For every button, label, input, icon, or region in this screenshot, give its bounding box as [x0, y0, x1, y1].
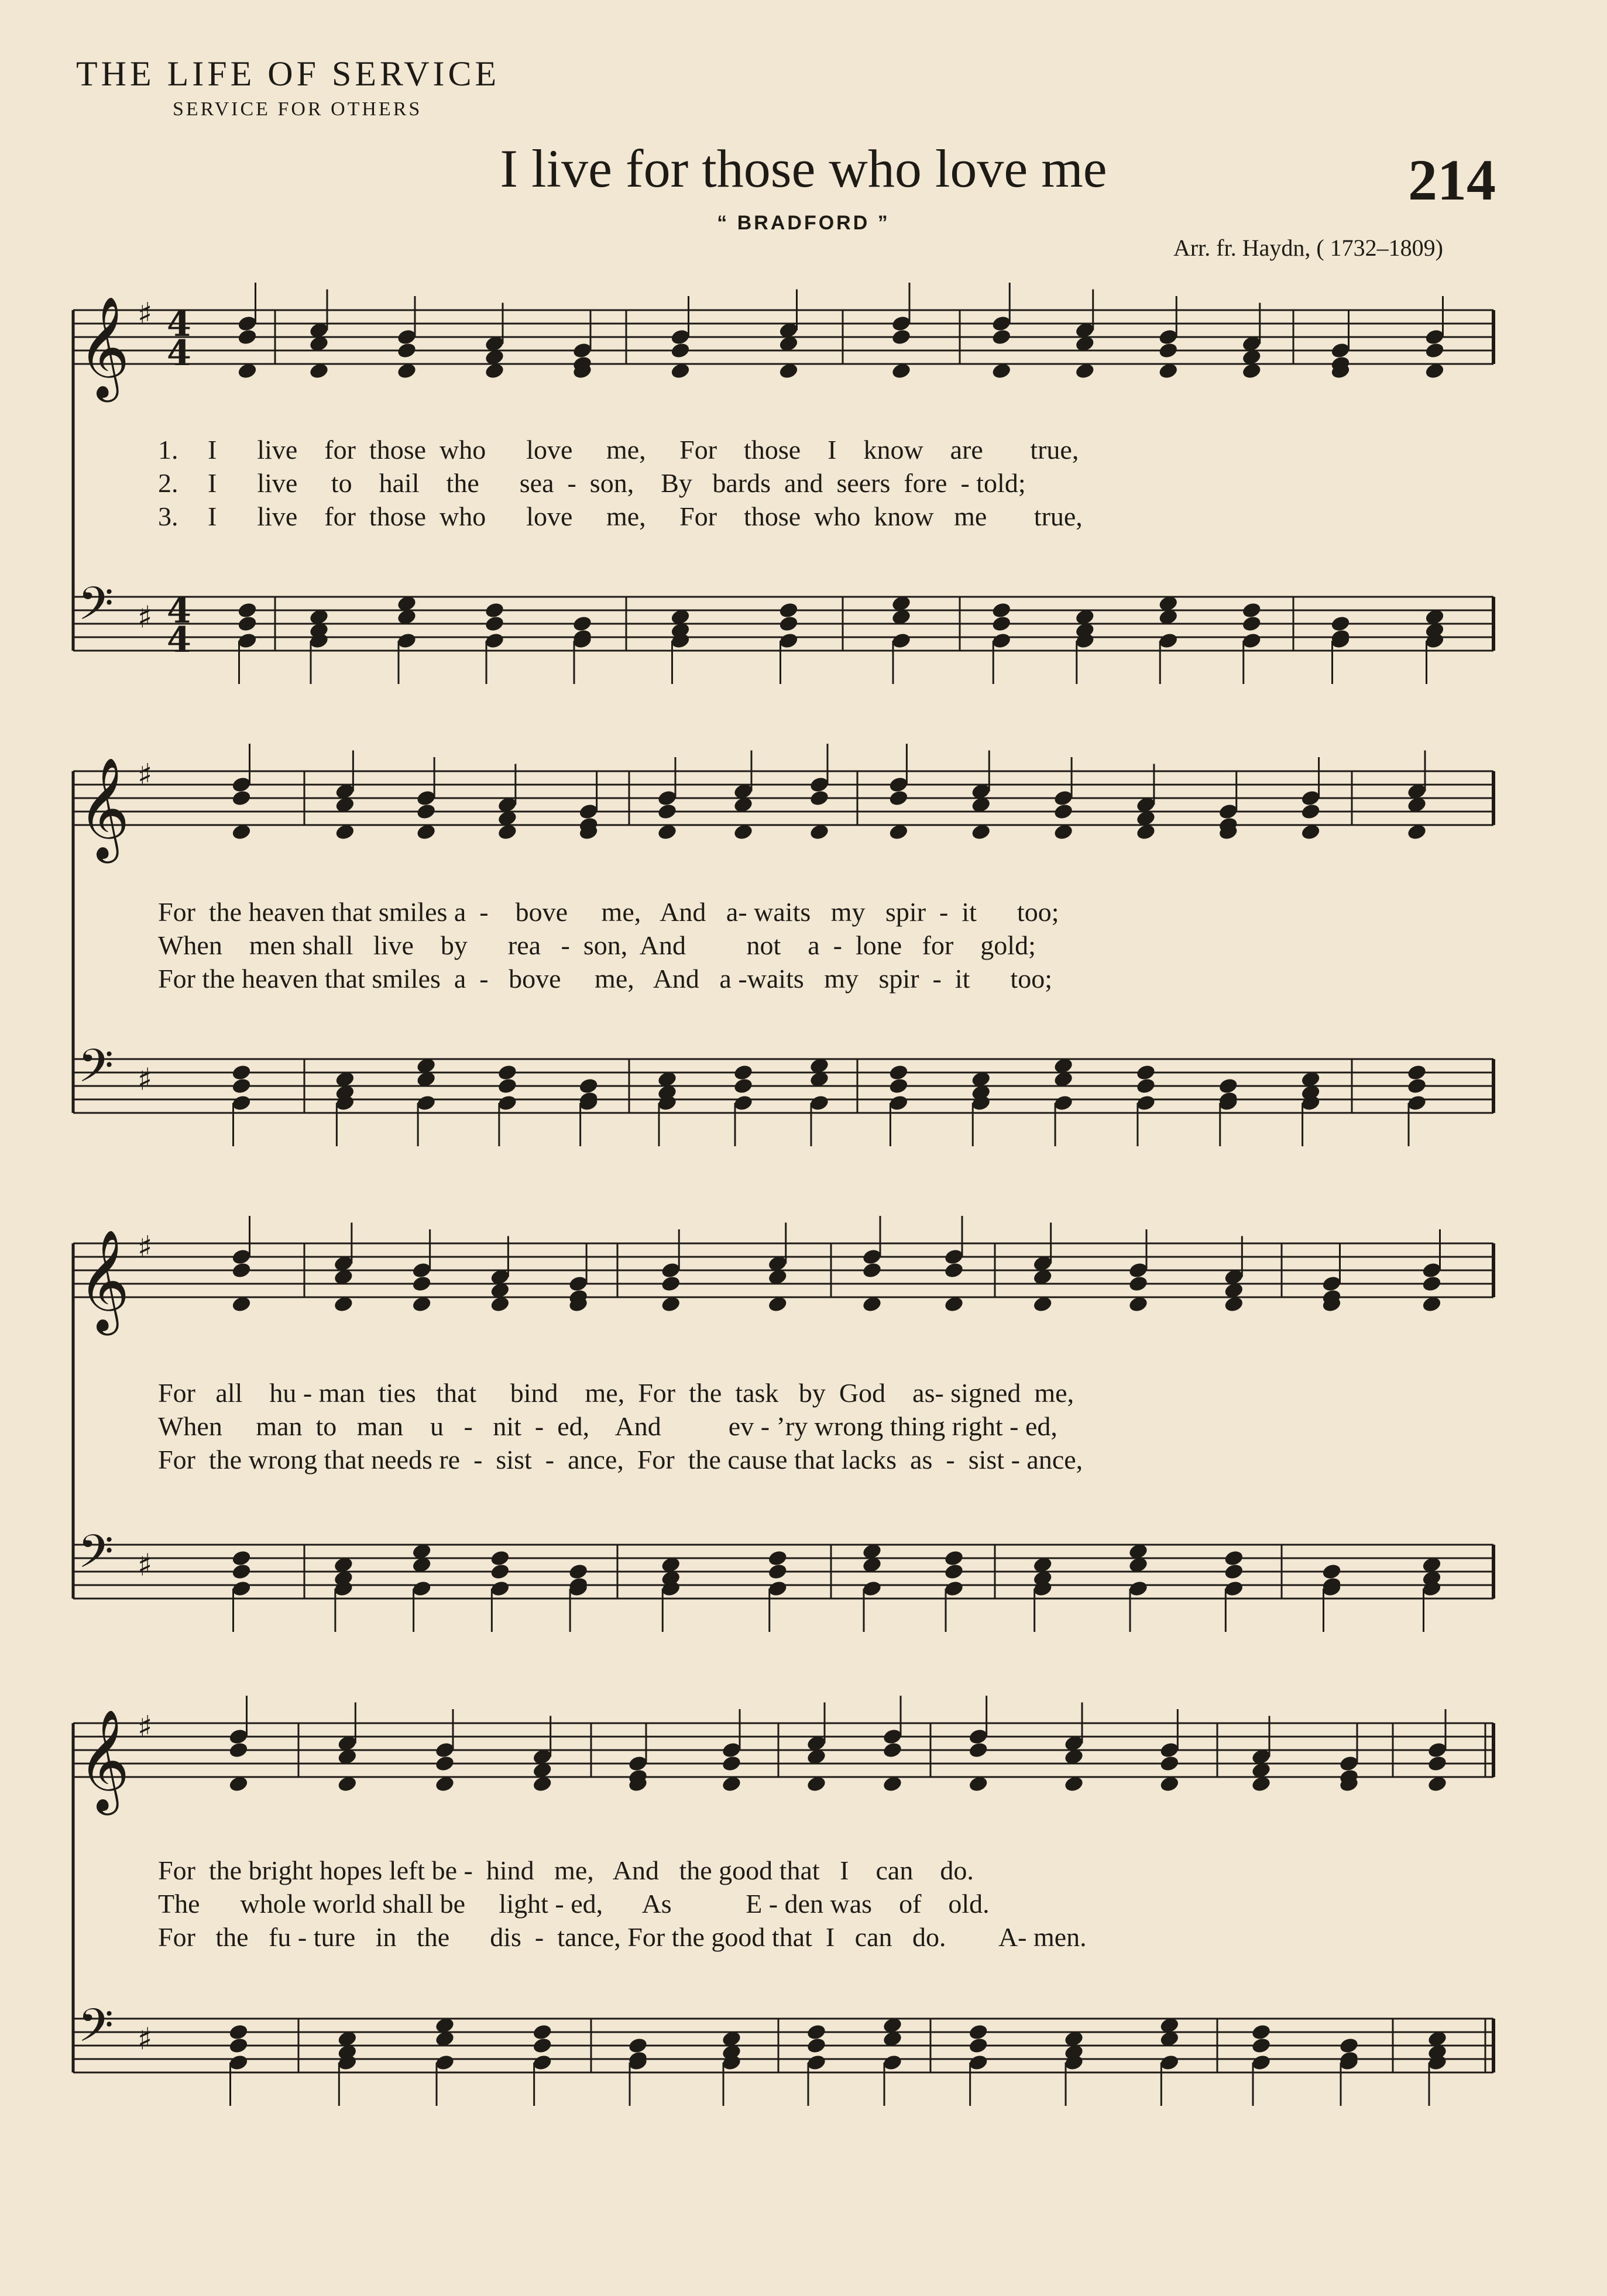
notehead — [231, 789, 252, 807]
notehead — [968, 1741, 989, 1759]
lyric-text: The whole world shall be light - ed, As E - den was of old. — [158, 1889, 990, 1919]
time-signature-top: 4 — [167, 304, 191, 345]
notehead — [991, 328, 1012, 346]
time-signature-bottom: 4 — [167, 620, 191, 661]
lyric-text: For the fu - ture in the dis - tance, For the good that I can do. A- men. — [158, 1922, 1087, 1952]
notehead — [1300, 803, 1321, 821]
notehead — [991, 615, 1012, 633]
lyric-text: For the heaven that smiles a - bove me, And a- waits my spir - it too; — [158, 897, 1059, 927]
lyric-text: I live for those who love me, For those who know me true, — [208, 501, 1083, 531]
notehead — [888, 1077, 909, 1095]
notehead — [943, 1549, 964, 1568]
time-signature-bottom: 4 — [167, 333, 191, 374]
notehead — [228, 1741, 249, 1759]
lyric-text: I live to hail the sea - son, By bards and seers fore - told; — [208, 468, 1026, 498]
notehead — [733, 1077, 754, 1095]
lyrics-system-4 — [158, 1854, 1472, 1954]
lyric-line — [158, 433, 1472, 466]
lyric-text: I live for those who love me, For those I know are true, — [208, 435, 1079, 465]
key-sharp-icon: ♯ — [138, 2022, 153, 2057]
lyric-text: For all hu - man ties that bind me, For the task by God as- signed me, — [158, 1378, 1074, 1408]
notehead — [1427, 1755, 1448, 1773]
notehead — [231, 1077, 252, 1095]
notehead — [1223, 1549, 1244, 1568]
notehead — [1159, 1755, 1180, 1773]
section-subtitle: SERVICE FOR OTHERS — [173, 98, 423, 120]
notehead — [733, 1064, 754, 1082]
notehead — [778, 602, 799, 620]
key-sharp-icon: ♯ — [138, 1230, 153, 1265]
notehead — [670, 342, 691, 360]
lyric-text: For the bright hopes left be - hind me, And the good that I can do. — [158, 1855, 974, 1885]
notehead — [237, 615, 258, 633]
notehead — [572, 615, 593, 633]
notehead — [484, 602, 505, 620]
lyric-line — [158, 1443, 1472, 1476]
treble-clef-icon: 𝄞 — [78, 1709, 130, 1811]
lyrics-system-3 — [158, 1376, 1472, 1476]
lyric-line — [158, 1410, 1472, 1443]
notehead — [657, 803, 678, 821]
notehead — [943, 1563, 964, 1581]
lyric-line — [158, 1920, 1472, 1954]
notehead — [416, 803, 437, 821]
lyric-text: When man to man u - nit - ed, And ev - ’ry wrong thing right - ed, — [158, 1411, 1057, 1441]
notehead — [1321, 1563, 1342, 1581]
notehead — [411, 1275, 432, 1293]
lyric-text: For the heaven that smiles a - bove me, And a -waits my spir - it too; — [158, 964, 1052, 994]
notehead — [767, 1563, 788, 1581]
lyric-line — [158, 500, 1472, 533]
notehead — [1218, 1077, 1239, 1095]
notehead — [1158, 342, 1179, 360]
key-sharp-icon: ♯ — [138, 758, 153, 793]
notehead — [490, 1563, 511, 1581]
bass-clef-icon: 𝄢 — [78, 1999, 114, 2064]
notehead — [891, 328, 912, 346]
tune-name: “ BRADFORD ” — [717, 212, 890, 234]
notehead — [660, 1275, 681, 1293]
notehead — [396, 342, 417, 360]
notehead — [568, 1563, 589, 1581]
notehead — [806, 2037, 827, 2055]
notehead — [1223, 1563, 1244, 1581]
key-sharp-icon: ♯ — [138, 297, 153, 332]
notehead — [434, 1755, 455, 1773]
notehead — [882, 1741, 903, 1759]
notehead — [497, 1077, 518, 1095]
notehead — [237, 602, 258, 620]
notehead — [778, 615, 799, 633]
key-sharp-icon: ♯ — [138, 1062, 153, 1098]
notehead — [231, 1064, 252, 1082]
notehead — [806, 2023, 827, 2041]
notehead — [1241, 602, 1262, 620]
notehead — [1338, 2037, 1359, 2055]
lyric-line — [158, 466, 1472, 500]
hymn-number: 214 — [1408, 147, 1496, 212]
bass-clef-icon: 𝄢 — [78, 1525, 114, 1590]
time-signature-top: 4 — [167, 590, 191, 631]
lyric-line — [158, 1854, 1472, 1887]
notehead — [1406, 1077, 1427, 1095]
notehead — [231, 1549, 252, 1568]
lyric-line — [158, 962, 1472, 995]
notehead — [490, 1549, 511, 1568]
notehead — [578, 1077, 599, 1095]
notehead — [228, 2023, 249, 2041]
notehead — [231, 1262, 252, 1280]
treble-clef-icon: 𝄞 — [78, 296, 130, 398]
notehead — [1251, 2037, 1272, 2055]
notehead — [497, 1064, 518, 1082]
lyric-text: When men shall live by rea - son, And not a - lone for gold; — [158, 930, 1036, 960]
verse-number: 3. — [158, 501, 178, 531]
notehead — [1251, 2023, 1272, 2041]
notehead — [1135, 1064, 1156, 1082]
lyric-line — [158, 895, 1472, 929]
notehead — [861, 1262, 883, 1280]
lyrics-system-1 — [158, 433, 1472, 533]
notehead — [1241, 615, 1262, 633]
bass-clef-icon: 𝄢 — [78, 1040, 114, 1104]
notehead — [1128, 1275, 1149, 1293]
notehead — [237, 328, 258, 346]
notehead — [943, 1262, 964, 1280]
notehead — [1406, 1064, 1427, 1082]
notehead — [968, 2037, 989, 2055]
notehead — [767, 1549, 788, 1568]
notehead — [809, 789, 830, 807]
notehead — [484, 615, 505, 633]
notehead — [1330, 615, 1351, 633]
lyric-line — [158, 929, 1472, 962]
notehead — [1053, 803, 1074, 821]
notehead — [888, 789, 909, 807]
lyric-line — [158, 1887, 1472, 1920]
notehead — [1421, 1275, 1443, 1293]
notehead — [1424, 342, 1445, 360]
notehead — [532, 2023, 553, 2041]
notehead — [228, 2037, 249, 2055]
lyric-text: For the wrong that needs re - sist - ance, For the cause that lacks as - sist - ance, — [158, 1445, 1083, 1474]
notehead — [991, 602, 1012, 620]
notehead — [532, 2037, 553, 2055]
key-sharp-icon: ♯ — [138, 600, 153, 635]
bass-clef-icon: 𝄢 — [78, 578, 114, 642]
hymn-title: I live for those who love me — [500, 139, 1107, 198]
key-sharp-icon: ♯ — [138, 1548, 153, 1583]
notehead — [968, 2023, 989, 2041]
section-title: THE LIFE OF SERVICE — [76, 54, 500, 93]
verse-number: 1. — [158, 435, 178, 465]
notehead — [231, 1563, 252, 1581]
notehead — [627, 2037, 648, 2055]
lyric-line — [158, 1376, 1472, 1410]
treble-clef-icon: 𝄞 — [78, 757, 130, 859]
key-sharp-icon: ♯ — [138, 1710, 153, 1745]
composer-credit: Arr. fr. Haydn, ( 1732–1809) — [1173, 235, 1443, 261]
notehead — [1135, 1077, 1156, 1095]
treble-clef-icon: 𝄞 — [78, 1229, 130, 1331]
notehead — [721, 1755, 742, 1773]
notehead — [888, 1064, 909, 1082]
lyrics-system-2 — [158, 895, 1472, 995]
verse-number: 2. — [158, 468, 178, 498]
